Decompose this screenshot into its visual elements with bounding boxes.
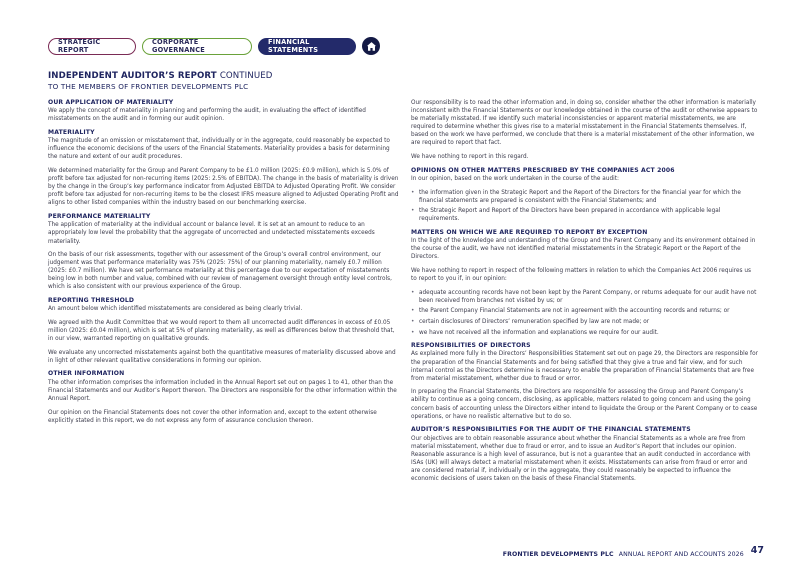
paragraph: We have nothing to report in this regard.	[411, 154, 529, 161]
section-heading: AUDITOR’S RESPONSIBILITIES FOR THE AUDIT OF THE FINANCIAL STATEMENTS	[411, 426, 691, 434]
page-title	[48, 71, 272, 81]
footer-text	[503, 541, 744, 560]
section-nav	[48, 37, 380, 55]
list-item: • certain disclosures of Directors’ remuneration specified by law are not made; or	[411, 318, 758, 326]
list-item: • we have not received all the information and explanations we require for our audit.	[411, 329, 758, 337]
paragraph: We evaluate any uncorrected misstatements against both the quantitative measures of materiality discussed above and in light of other relevant qualitative considerations in forming our opinion.	[48, 349, 396, 364]
home-button[interactable]	[362, 37, 380, 55]
section-heading: MATTERS ON WHICH WE ARE REQUIRED TO REPORT BY EXCEPTION	[411, 228, 648, 236]
list-item: • the Strategic Report and Report of the Directors have been prepared in accordance with applicable legal requirements.	[411, 207, 758, 223]
section-heading: MATERIALITY	[48, 128, 95, 136]
tab-corporate-governance[interactable]: CORPORATE GOVERNANCE	[142, 38, 252, 55]
bullet-list	[411, 189, 758, 224]
paragraph: In preparing the Financial Statements, the Directors are responsible for assessing the Group and Parent Company’s ability to continue as a going concern, disclosing, as applicable, matters related to going concern and using the going concern basis of accounting unless the Directors either intend to liquidate the Group or the Parent Company or to cease operations, or have no realistic alternative but to do so.	[411, 389, 758, 420]
paragraph: Our objectives are to obtain reasonable assurance about whether the Financial Statements as a whole are free from material misstatement, whether due to fraud or error, and to issue an Auditor’s Report that includes our opinion. Reasonable assurance is a high level of assurance, but is not a guarantee that an audit conducted in accordance with ISAs (UK) will always detect a material misstatement when it exists. Misstatements can arise from fraud or error and are considered material if, individually or in the aggregate, they could reasonably be expected to influence the economic decisions of users taken on the basis of these Financial Statements.	[411, 435, 751, 482]
paragraph: In our opinion, based on the work undertaken in the course of the audit:	[411, 175, 619, 182]
page-title-suffix: CONTINUED	[219, 71, 273, 81]
paragraph: Our responsibility is to read the other information and, in doing so, consider whether the other information is materially inconsistent with the Financial Statements or our knowledge obtained in the course of the audit or otherwise appears to be materially misstated. If we identify such material inconsistencies or apparent material misstatements, we are required to determine whether this gives rise to a material misstatement in the Financial Statements themselves. If, based on the work we have performed, we conclude that there is a material misstatement of the other information, we are required to report that fact.	[411, 100, 758, 147]
footer-report-name: ANNUAL REPORT AND ACCOUNTS 2026	[618, 551, 744, 558]
bullet-list	[411, 289, 758, 337]
left-column	[48, 99, 399, 430]
list-item: • adequate accounting records have not been kept by the Parent Company, or returns adequate for our audit have not been received from branches not visited by us; or	[411, 289, 758, 305]
paragraph: As explained more fully in the Directors’ Responsibilities Statement set out on page 29, the Directors are responsible for the preparation of the Financial Statements and for being satisfied that they give a true and fair view, and for such internal control as the Directors determine is necessary to enable the preparation of Financial Statements that are free from material misstatement, whether due to fraud or error.	[411, 351, 758, 382]
section-heading: REPORTING THRESHOLD	[48, 297, 135, 305]
section-heading: OTHER INFORMATION	[48, 370, 125, 378]
page-footer	[503, 541, 764, 560]
paragraph: The application of materiality at the individual account or balance level. It is set at an amount to reduce to an appropriately low level the probability that the aggregate of uncorrected and undetected misstatements exceeds materiality.	[48, 222, 375, 245]
paragraph: On the basis of our risk assessments, together with our assessment of the Group’s overall control environment, our judgement was that performance materiality was 75% (2025: 75%) of our planning materiality, namely £0.7 million (2025: £0.7 million). We have set performance materiality at this percentage due to our expectation of misstatements being low in both number and value, combined with our review of management oversight through entity level controls, which is also consistent with our previous experience of the Group.	[48, 252, 392, 291]
paragraph: An amount below which identified misstatements are considered as being clearly trivial.	[48, 306, 303, 313]
paragraph: We agreed with the Audit Committee that we would report to them all uncorrected audit differences in excess of £0.05 million (2025: £0.04 million), which is set at 5% of planning materiality, as well as differences below that threshold that, in our view, warranted reporting on qualitative grounds.	[48, 319, 395, 343]
paragraph: Our opinion on the Financial Statements does not cover the other information and, except to the extent otherwise explicitly stated in this report, we do not express any form of assurance conclusion thereon.	[48, 409, 377, 424]
list-item: • the information given in the Strategic Report and the Report of the Directors for the financial year for which the financial statements are prepared is consistent with the Financial Statements; and	[411, 189, 758, 205]
section-heading: RESPONSIBILITIES OF DIRECTORS	[411, 342, 531, 350]
paragraph: We apply the concept of materiality in planning and performing the audit, in evaluating the effect of identified misstatements on the audit and in forming our audit opinion.	[48, 108, 366, 123]
tab-strategic-report[interactable]: STRATEGIC REPORT	[48, 38, 136, 55]
page-number: 47	[750, 545, 764, 556]
right-column	[411, 99, 758, 489]
paragraph: The other information comprises the information included in the Annual Report set out on pages 1 to 41, other than the Financial Statements and our Auditor’s Report thereon. The Directors are responsible for the other information within the Annual Report.	[48, 379, 397, 402]
section-heading: OPINIONS ON OTHER MATTERS PRESCRIBED BY THE COMPANIES ACT 2006	[411, 166, 675, 174]
page-subtitle: TO THE MEMBERS OF FRONTIER DEVELOPMENTS PLC	[48, 82, 249, 91]
section-heading: PERFORMANCE MATERIALITY	[48, 213, 151, 221]
paragraph: In the light of the knowledge and understanding of the Group and the Parent Company and its environment obtained in the course of the audit, we have not identified material misstatements in the Strategic Report or the Report of the Directors.	[411, 238, 756, 261]
tab-financial-statements[interactable]: FINANCIAL STATEMENTS	[258, 38, 356, 55]
page-header	[48, 71, 272, 91]
page-title-main: INDEPENDENT AUDITOR’S REPORT	[48, 71, 217, 81]
section-heading: OUR APPLICATION OF MATERIALITY	[48, 99, 174, 106]
footer-company: FRONTIER DEVELOPMENTS PLC	[502, 551, 614, 558]
list-item: • the Parent Company Financial Statements are not in agreement with the accounting records and returns; or	[411, 307, 758, 315]
paragraph: We have nothing to report in respect of the following matters in relation to which the Companies Act 2006 requires us to report to you if, in our opinion:	[411, 268, 751, 283]
home-icon	[366, 41, 377, 52]
paragraph: The magnitude of an omission or misstatement that, individually or in the aggregate, could reasonably be expected to influence the economic decisions of the users of the Financial Statements. Materiality provides a basis for determining the nature and extent of our audit procedures.	[48, 138, 390, 161]
paragraph: We determined materiality for the Group and Parent Company to be £1.0 million (2025: £0.9 million), which is 5.0% of profit before tax adjusted for non-recurring items (2025: 2.5% of EBITDA). The change in the basis of materiality is driven by the change in the Group’s key performance indicator from Adjusted EBITDA to Adjusted Operating Profit. We consider profit before tax adjusted for non-recurring items to be the closest IFRS measure aligned to Adjusted Operating Profit and aligns to other listed companies within the industry based on our benchmarking exercise.	[48, 168, 399, 207]
